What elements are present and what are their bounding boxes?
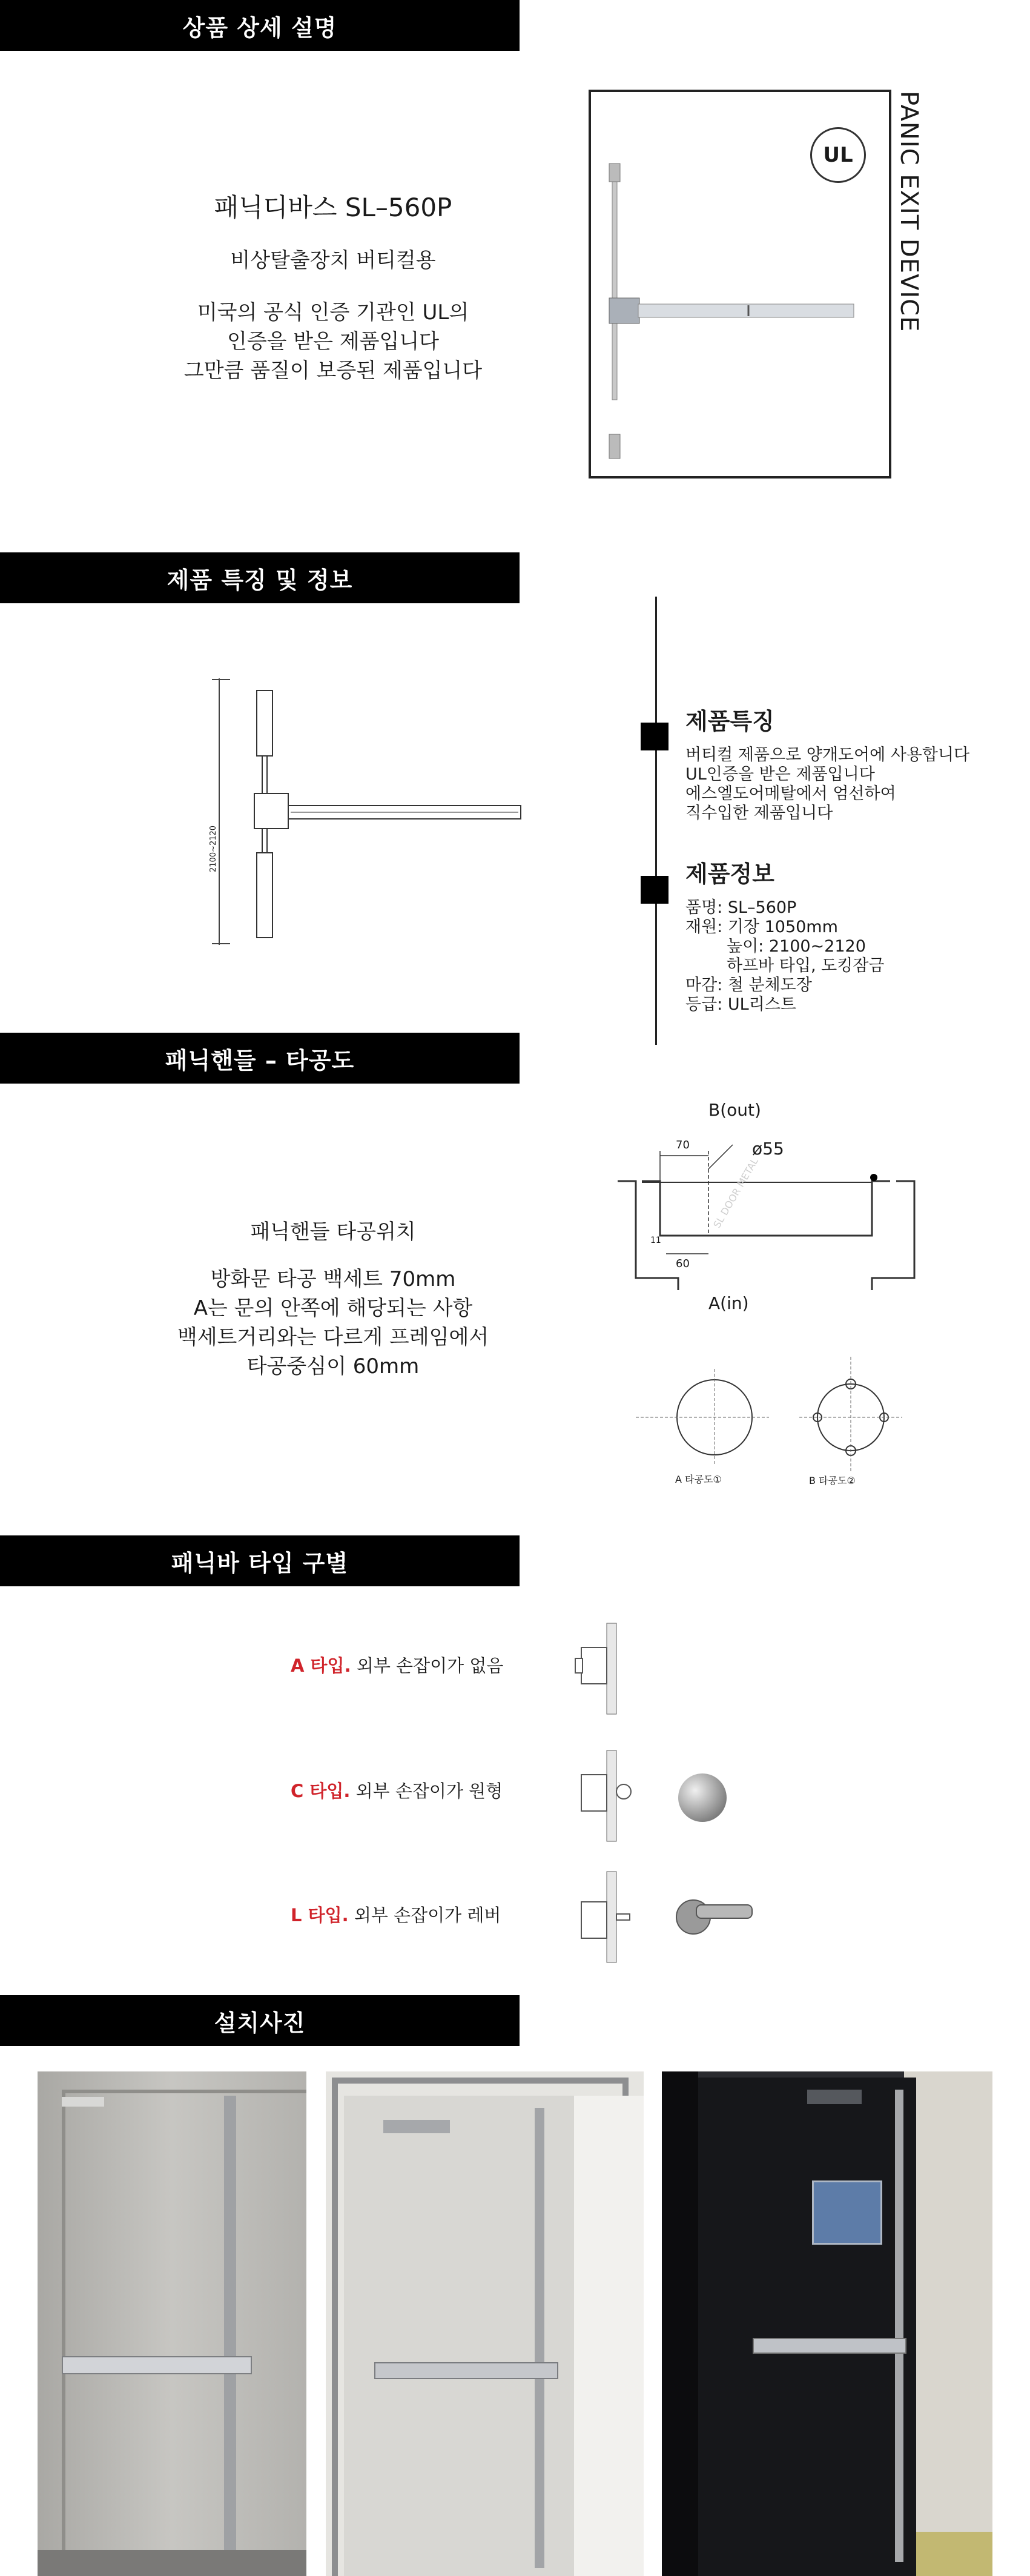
timeline-marker	[641, 876, 669, 904]
a-template-caption: A 타공도①	[675, 1474, 722, 1485]
section-header-drilling: 패닉핸들 – 타공도	[0, 1033, 520, 1084]
install-photo-2	[326, 2071, 644, 2576]
install-photo-1	[38, 2071, 306, 2576]
dim-70-label: 70	[676, 1139, 690, 1151]
type-row-a	[291, 1652, 503, 1677]
product-dimension-drawing	[206, 678, 545, 945]
type-row-c	[291, 1778, 503, 1803]
section-header-photos: 설치사진	[0, 1995, 520, 2046]
timeline-marker	[641, 723, 669, 750]
a-in-label: A(in)	[708, 1293, 749, 1313]
info-block	[685, 855, 1025, 1015]
section-header-features: 제품 특징 및 정보	[0, 552, 520, 603]
type-code: L 타입.	[291, 1905, 349, 1925]
ul-logo-icon: UL	[810, 127, 866, 183]
type-c-drawing	[575, 1750, 630, 1841]
type-row-l	[291, 1902, 501, 1927]
section-header-types: 패닉바 타입 구별	[0, 1535, 520, 1586]
type-code: A 타입.	[291, 1655, 351, 1676]
drilling-caption: 패닉핸들 타공위치	[250, 1220, 416, 1244]
drilling-text	[145, 1217, 521, 1381]
box-side-label	[894, 91, 930, 333]
section-header-detail: 상품 상세 설명	[0, 0, 520, 51]
desc-line: 그만큼 품질이 보증된 제품입니다	[183, 359, 483, 383]
dimension-label-box	[209, 806, 233, 878]
drilling-desc-line: 타공중심이 60mm	[246, 1354, 420, 1379]
feature-line: UL인증을 받은 제품입니다	[685, 765, 875, 784]
type-code: C 타입.	[291, 1781, 351, 1801]
feature-line: 버티컬 제품으로 양개도어에 사용합니다	[685, 746, 970, 764]
drilling-desc-line: 백세트거리와는 다르게 프레임에서	[177, 1325, 489, 1349]
features-heading: 제품특징	[685, 708, 774, 735]
lever-handle-icon	[672, 1887, 757, 1947]
info-line: 등급: UL리스트	[685, 995, 796, 1014]
watermark-text: SL DOOR METAL	[711, 1156, 761, 1230]
desc-line: 미국의 공식 인증 기관인 UL의	[197, 300, 469, 325]
features-block	[685, 703, 1025, 823]
dim-11-label: 11	[650, 1236, 661, 1245]
timeline-line	[655, 597, 657, 1045]
type-a-drawing	[575, 1623, 630, 1714]
type-desc: 외부 손잡이가 레버	[354, 1905, 501, 1925]
height-dimension-label: 2100~2120	[209, 825, 218, 872]
install-photo-3	[662, 2071, 992, 2576]
dim-60-label: 60	[676, 1257, 690, 1270]
b-out-label: B(out)	[708, 1100, 761, 1120]
feature-line: 직수입한 제품입니다	[685, 804, 833, 823]
drilling-desc-line: A는 문의 안쪽에 해당되는 사항	[193, 1296, 473, 1320]
info-line: 높이: 2100~2120	[727, 937, 866, 956]
info-line: 마감: 철 분체도장	[685, 976, 812, 995]
product-image-box	[589, 90, 891, 478]
info-line: 재원: 기장 1050mm	[685, 918, 838, 936]
info-line: 하프바 타입, 도킹잠금	[727, 956, 885, 975]
b-template-caption: B 타공도②	[809, 1475, 856, 1486]
drilling-desc-line: 방화문 타공 백세트 70mm	[210, 1267, 456, 1291]
intro-text	[163, 188, 503, 385]
dim-55-label: ø55	[752, 1139, 784, 1159]
desc-line: 인증을 받은 제품입니다	[226, 329, 440, 354]
type-l-drawing	[575, 1872, 630, 1962]
feature-line: 에스엘도어메탈에서 엄선하여	[685, 784, 896, 803]
panic-exit-device-label: PANIC EXIT DEVICE	[895, 91, 923, 333]
info-line: 품명: SL–560P	[685, 898, 797, 917]
knob-handle-icon	[678, 1773, 727, 1822]
product-subtitle: 비상탈출장치 버티컬용	[230, 248, 436, 273]
type-desc: 외부 손잡이가 없음	[356, 1655, 504, 1676]
type-desc: 외부 손잡이가 원형	[355, 1781, 503, 1801]
product-desc	[163, 298, 503, 385]
info-heading: 제품정보	[685, 861, 774, 887]
drilling-template-drawings	[630, 1345, 902, 1484]
drilling-desc	[145, 1265, 521, 1381]
product-title: 패닉디바스 SL–560P	[214, 193, 452, 222]
